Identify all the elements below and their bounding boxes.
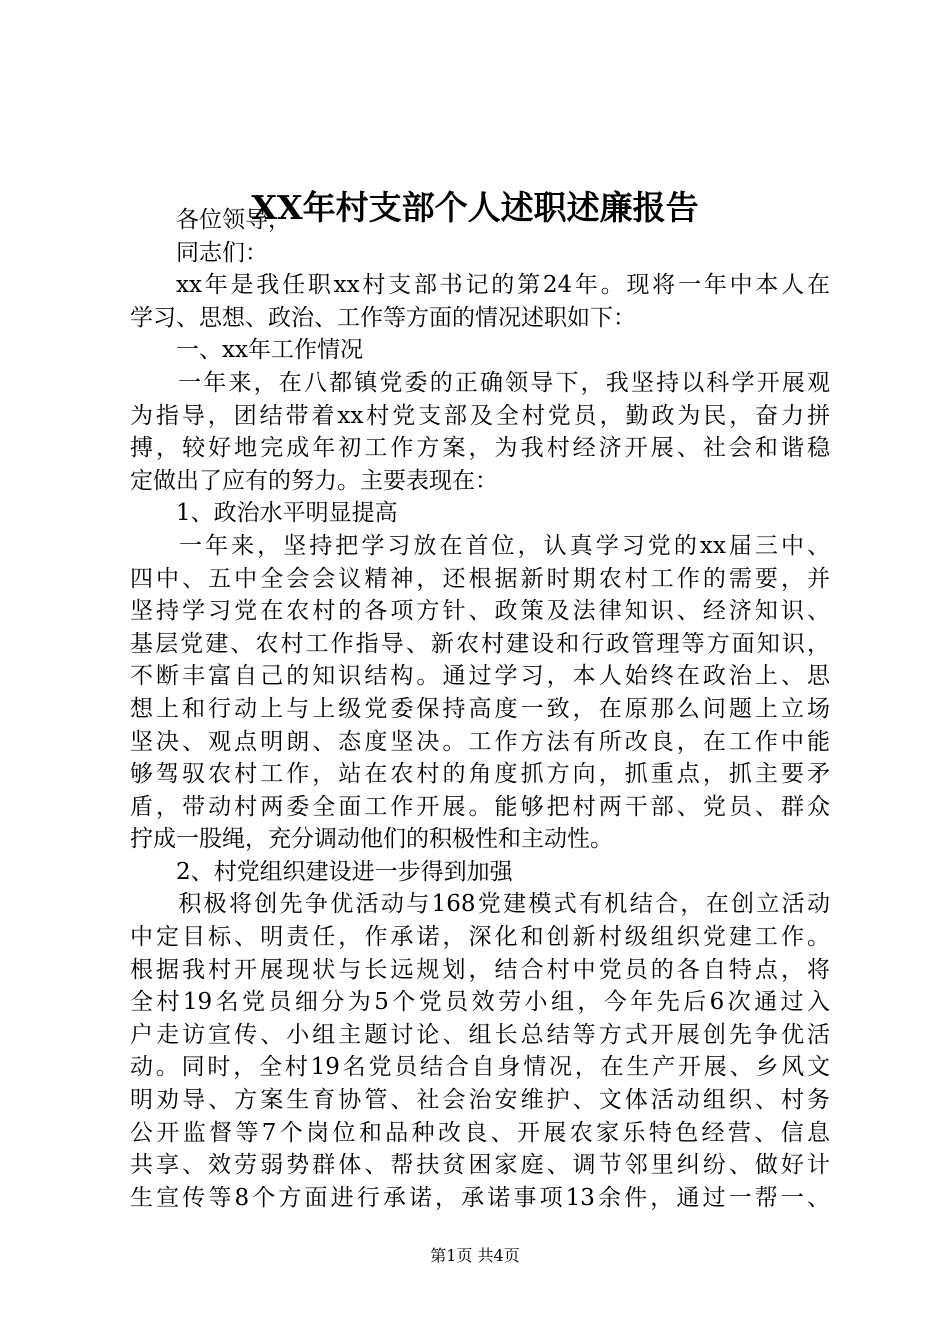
text-line: 动。同时，全村19名党员结合自身情况，在生产开展、乡风文 <box>130 1054 830 1081</box>
text-line: 明劝导、方案生育协管、社会治安维护、文体活动组织、村务 <box>130 1087 830 1114</box>
text-line: 想上和行动上与上级党委保持高度一致，在原那么问题上立场 <box>130 695 830 722</box>
text-line: 一、xx年工作情况 <box>176 337 363 364</box>
text-line: 1、政治水平明显提高 <box>176 500 398 527</box>
text-line: 户走访宣传、小组主题讨论、组长总结等方式开展创先争优活 <box>130 1021 830 1048</box>
document-body <box>130 204 830 1214</box>
text-line: 全村19名党员细分为5个党员效劳小组，今年先后6次通过入 <box>130 989 830 1016</box>
page-footer: 第1页 共4页 <box>430 1246 520 1265</box>
text-line: 基层党建、农村工作指导、新农村建设和行政管理等方面知识， <box>130 630 830 657</box>
text-line: 够驾驭农村工作，站在农村的角度抓方向，抓重点，抓主要矛 <box>130 761 830 788</box>
text-line: 定做出了应有的努力。主要表现在： <box>130 467 498 494</box>
text-line: 学习、思想、政治、工作等方面的情况述职如下： <box>130 304 636 331</box>
text-line: 积极将创先争优活动与168党建模式有机结合，在创立活动 <box>176 891 830 918</box>
text-line: xx年是我任职xx村支部书记的第24年。现将一年中本人在 <box>176 272 830 299</box>
document-title: XX年村支部个人述职述廉报告 <box>251 188 699 227</box>
text-line: 坚决、观点明朗、态度坚决。工作方法有所改良，在工作中能 <box>130 728 830 755</box>
text-line: 同志们： <box>176 239 268 266</box>
text-line: 2、村党组织建设进一步得到加强 <box>176 858 513 885</box>
text-line: 各位领导， <box>176 207 291 233</box>
text-line: 不断丰富自己的知识结构。通过学习，本人始终在政治上、思 <box>130 663 830 690</box>
text-line: 一年来，在八都镇党委的正确领导下，我坚持以科学开展观 <box>176 369 830 396</box>
text-line: 四中、五中全会会议精神，还根据新时期农村工作的需要，并 <box>130 565 830 592</box>
text-line: 盾，带动村两委全面工作开展。能够把村两干部、党员、群众 <box>130 793 830 820</box>
text-line: 拧成一股绳，充分调动他们的积极性和主动性。 <box>130 826 613 853</box>
text-line: 公开监督等7个岗位和品种改良、开展农家乐特色经营、信息 <box>130 1119 830 1146</box>
text-line: 中定目标、明责任，作承诺，深化和创新村级组织党建工作。 <box>130 924 830 951</box>
text-line: 根据我村开展现状与长远规划，结合村中党员的各自特点，将 <box>130 956 830 983</box>
text-line: 搏，较好地完成年初工作方案，为我村经济开展、社会和谐稳 <box>130 435 830 462</box>
text-line: 一年来，坚持把学习放在首位，认真学习党的xx届三中、 <box>176 532 830 559</box>
text-line: 共享、效劳弱势群体、帮扶贫困家庭、调节邻里纠纷、做好计 <box>130 1152 830 1179</box>
text-line: 为指导，团结带着xx村党支部及全村党员，勤政为民，奋力拼 <box>130 402 830 429</box>
text-line: 坚持学习党在农村的各项方针、政策及法律知识、经济知识、 <box>130 598 830 625</box>
text-line: 生宣传等8个方面进行承诺，承诺事项13余件，通过一帮一、 <box>130 1184 830 1211</box>
